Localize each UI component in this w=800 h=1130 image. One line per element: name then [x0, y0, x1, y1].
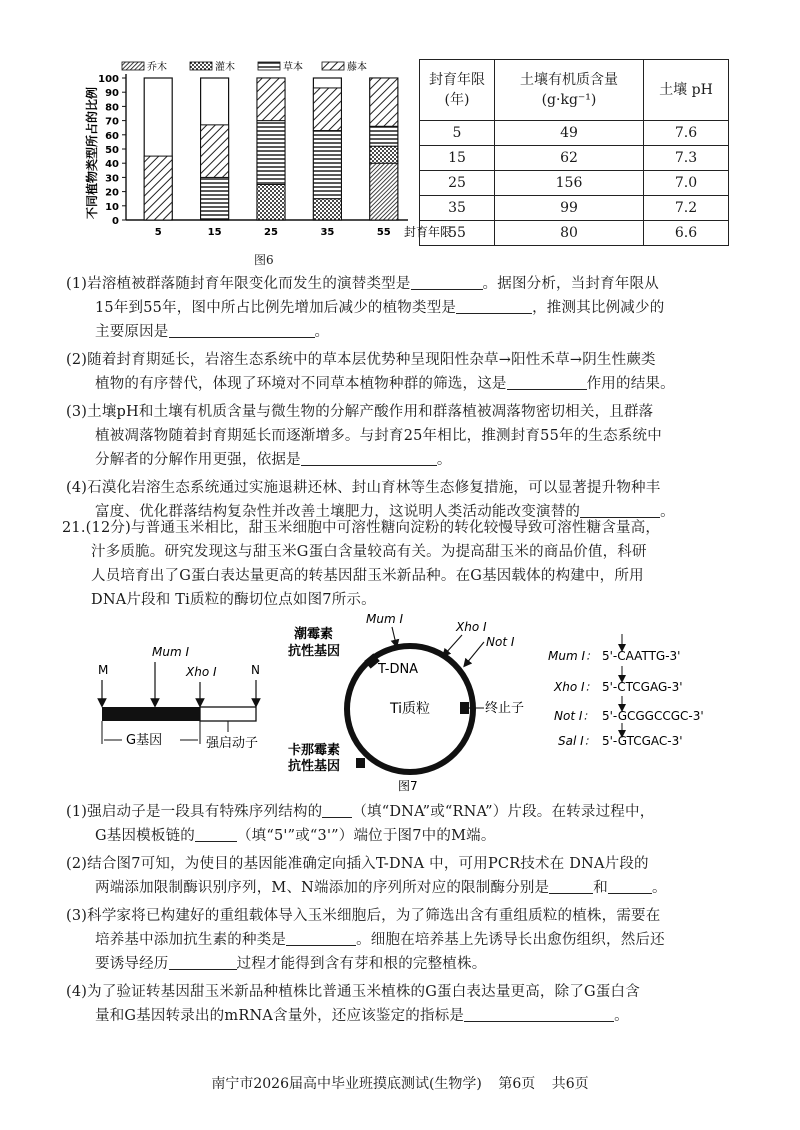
answer-blank[interactable]	[301, 449, 437, 466]
legend-swatch	[190, 62, 212, 70]
y-tick-label: 80	[105, 102, 119, 114]
y-axis-label: 不同植物类型所占的比例	[85, 86, 99, 220]
y-tick-label: 90	[105, 88, 119, 100]
text: 15年到55年，图中所占比例先增加后减少的植物类型是	[95, 300, 457, 316]
table-cell: 35	[420, 196, 495, 221]
y-tick-label: 0	[112, 216, 119, 227]
text: 。	[614, 1008, 629, 1024]
figure-6-chart	[78, 58, 453, 268]
table-cell: 5	[420, 121, 495, 146]
legend-label: 灌木	[215, 62, 235, 73]
footer-title: 南宁市2026届高中毕业班摸底测试(生物学)	[211, 1076, 482, 1092]
legend-label: 草本	[283, 62, 303, 73]
x-tick-label: 35	[320, 227, 335, 238]
table-row	[420, 221, 729, 246]
table-row	[420, 121, 729, 146]
question-21-intro	[62, 516, 762, 612]
figure-6-caption: 图6	[254, 253, 274, 267]
text: 。	[436, 452, 452, 468]
text: (3)科学家将已构建好的重组载体导入玉米细胞后，为了筛选出含有重组质粒的植株，需要在	[66, 908, 661, 924]
text: 植物的有序替代，体现了环境对不同草本植物种群的筛选，这是	[95, 376, 507, 392]
mum-label-fragment: Mum Ⅰ	[152, 645, 190, 659]
bar-segment	[313, 131, 341, 199]
q21-3	[66, 904, 766, 928]
table-header-row	[420, 60, 729, 121]
text: 和	[593, 880, 608, 896]
text: (2)随着封育期延长，岩溶生态系统中的草本层优势种呈现阳性杂草→阳性禾草→阴生性蕨类	[66, 352, 656, 368]
g-gene-segment	[102, 707, 200, 721]
bar-segment	[370, 163, 398, 220]
text: 。	[314, 324, 330, 340]
y-tick-label: 20	[105, 187, 119, 199]
answer-blank[interactable]	[322, 801, 352, 818]
bar-segment	[370, 78, 398, 126]
text: 要诱导经历	[95, 956, 169, 972]
terminator-label: 终止子	[485, 701, 525, 716]
q20-1	[66, 272, 766, 296]
bar-segment	[313, 88, 341, 131]
question-20-body	[66, 272, 766, 524]
legend-swatch	[322, 62, 344, 70]
text: 两端添加限制酶识别序列，M、N端添加的序列所对应的限制酶分别是	[95, 880, 550, 896]
not-label-plasmid: Not Ⅰ	[486, 635, 515, 649]
bar-segment	[313, 199, 341, 220]
answer-blank[interactable]	[169, 953, 237, 970]
q21-intro-line: 人员培育出了G蛋白表达量更高的转基因甜玉米新品种。在G基因载体的构建中，所用	[91, 568, 644, 584]
table-cell: 15	[420, 146, 495, 171]
site-not-name: Not Ⅰ：	[554, 709, 595, 723]
table-cell: 7.3	[644, 146, 729, 171]
q20-3-line2	[66, 424, 766, 448]
table-cell: 156	[495, 171, 644, 196]
text: 。据图分析，当封育年限从	[482, 276, 659, 292]
bar-segment	[144, 156, 172, 220]
text: 富度、优化群落结构复杂性并改善土壤肥力，这说明人类活动能改变演替的	[95, 504, 581, 520]
table-cell: 7.2	[644, 196, 729, 221]
bar-segment	[370, 146, 398, 163]
y-tick-label: 50	[105, 145, 119, 156]
hygro-label-1: 潮霉素	[294, 627, 334, 642]
y-tick-label: 60	[105, 130, 119, 142]
q21-4-line2	[66, 1004, 766, 1028]
text: (3)土壤pH和土壤有机质含量与微生物的分解产酸作用和群落植被凋落物密切相关，且群落	[66, 404, 654, 420]
mum-arrow-plasmid	[392, 627, 396, 644]
text: 量和G基因转录出的mRNA含量外，还应该鉴定的指标是	[95, 1008, 465, 1024]
text: ，推测其比例减少的	[532, 300, 665, 316]
bar-segment	[257, 121, 285, 185]
text: (4)石漠化岩溶生态系统通过实施退耕还林、封山育林等生态修复措施，可以显著提升物种丰	[66, 480, 661, 496]
q20-1-line3	[66, 320, 766, 344]
text: 培养基中添加抗生素的种类是	[95, 932, 287, 948]
bar-segment	[257, 78, 285, 121]
text: (1)岩溶植被群落随封育年限变化而发生的演替类型是	[66, 276, 411, 292]
promoter-segment	[200, 707, 256, 721]
site-sal-name: Sal Ⅰ：	[558, 734, 596, 748]
text: 分解者的分解作用更强，依据是	[95, 452, 301, 468]
q21-1-line2	[66, 824, 766, 848]
table-row	[420, 171, 729, 196]
q20-1-line2	[66, 296, 766, 320]
n-label: N	[251, 663, 260, 677]
legend-label: 藤本	[347, 62, 367, 73]
terminator-block	[460, 702, 469, 714]
answer-blank[interactable]	[195, 825, 237, 842]
site-not-seq: 5'-GCGGCCGC-3'	[602, 709, 704, 723]
text: 过程才能得到含有芽和根的完整植株。	[236, 956, 487, 972]
y-tick-label: 40	[105, 159, 119, 171]
y-tick-label: 30	[105, 173, 119, 185]
text: 。细胞在培养基上先诱导长出愈伤组织，然后还	[356, 932, 665, 948]
answer-blank[interactable]	[608, 877, 652, 894]
q21-3-line3	[66, 952, 766, 976]
text: （填“5'”或“3'”）端位于图7中的M端。	[236, 828, 496, 844]
page-footer	[0, 1073, 800, 1093]
table-cell: 7.0	[644, 171, 729, 196]
not-arrow-plasmid	[466, 642, 484, 664]
figure-7-caption: 图7	[398, 779, 418, 793]
table-cell: 55	[420, 221, 495, 246]
text: G基因模板链的	[95, 828, 195, 844]
q21-2-line2	[66, 876, 766, 900]
site-mum-seq: 5'-CAATTG-3'	[602, 649, 681, 663]
answer-blank[interactable]	[549, 877, 593, 894]
q21-intro-line: 21.(12分)与普通玉米相比，甜玉米细胞中可溶性糖向淀粉的转化较慢导致可溶性糖含量高，	[62, 520, 661, 536]
footer-page: 第6页	[498, 1076, 536, 1092]
legend-label: 乔木	[147, 62, 167, 73]
answer-blank[interactable]	[411, 273, 483, 290]
q21-intro-line: DNA片段和 Ti质粒的酶切位点如图7所示。	[91, 592, 376, 608]
answer-blank[interactable]	[286, 929, 356, 946]
site-sal-seq: 5'-GTCGAC-3'	[602, 734, 683, 748]
kana-label-1: 卡那霉素	[288, 743, 341, 758]
table-header: 封育年限 (年)	[420, 60, 495, 121]
q20-4	[66, 476, 766, 500]
answer-blank[interactable]	[464, 1005, 614, 1022]
site-mum-name: Mum Ⅰ：	[548, 649, 598, 663]
x-axis-label: 封育年限	[404, 225, 453, 239]
y-tick-label: 100	[98, 74, 119, 85]
text: 。	[660, 504, 675, 520]
x-tick-label: 15	[207, 227, 222, 238]
site-xho-name: Xho Ⅰ：	[554, 680, 597, 694]
kana-gene-block	[356, 758, 365, 768]
answer-blank[interactable]	[507, 373, 587, 390]
bar-segment	[201, 177, 229, 220]
table-cell: 49	[495, 121, 644, 146]
table-row	[420, 196, 729, 221]
q21-1	[66, 800, 766, 824]
text: 。	[651, 880, 667, 896]
kana-label-2: 抗性基因	[288, 759, 341, 774]
text: 植被凋落物随着封育期延长而逐渐增多。与封育25年相比，推测封育55年的生态系统中	[95, 428, 662, 444]
q20-2	[66, 348, 766, 372]
x-tick-label: 5	[154, 227, 162, 238]
promoter-label: 强启动子	[206, 736, 259, 751]
text: (2)结合图7可知，为使目的基因能准确定向插入T-DNA 中，可用PCR技术在 DNA片段的	[66, 856, 649, 872]
hygro-label-2: 抗性基因	[288, 644, 341, 659]
table-cell: 6.6	[644, 221, 729, 246]
answer-blank[interactable]	[169, 321, 315, 338]
bar-segment	[370, 126, 398, 146]
soil-table	[419, 59, 729, 246]
legend-swatch	[122, 62, 144, 70]
table-header: 土壤有机质含量 (g·kg⁻¹)	[495, 60, 644, 121]
table-row	[420, 146, 729, 171]
m-label: M	[98, 663, 109, 677]
table-cell: 7.6	[644, 121, 729, 146]
text: （填“DNA”或“RNA”）片段。在转录过程中，	[352, 804, 655, 820]
y-tick-label: 70	[105, 116, 119, 128]
figure-7	[80, 610, 740, 795]
mum-label-plasmid: Mum Ⅰ	[366, 612, 404, 626]
x-tick-label: 55	[376, 227, 391, 238]
x-tick-label: 25	[264, 227, 278, 238]
legend-swatch	[258, 62, 280, 70]
g-gene-label: G基因	[126, 733, 163, 748]
xho-label-plasmid: Xho Ⅰ	[456, 620, 487, 634]
text: (1)强启动子是一段具有特殊序列结构的	[66, 804, 323, 820]
xho-label-fragment: Xho Ⅰ	[186, 665, 217, 679]
q20-2-line2	[66, 372, 766, 396]
question-21-body	[66, 800, 766, 1028]
q21-4	[66, 980, 766, 1004]
footer-total: 共6页	[551, 1076, 589, 1092]
bar-segment	[257, 185, 285, 221]
q21-2	[66, 852, 766, 876]
text: 作用的结果。	[586, 376, 675, 392]
table-cell: 80	[495, 221, 644, 246]
table-header: 土壤 pH	[644, 60, 729, 121]
table-cell: 25	[420, 171, 495, 196]
table-cell: 99	[495, 196, 644, 221]
answer-blank[interactable]	[456, 297, 532, 314]
y-tick-label: 10	[105, 201, 119, 213]
table-cell: 62	[495, 146, 644, 171]
site-xho-seq: 5'-CTCGAG-3'	[602, 680, 683, 694]
bar-segment	[201, 125, 229, 178]
q20-3	[66, 400, 766, 424]
text: 主要原因是	[95, 324, 169, 340]
xho-arrow-plasmid	[445, 635, 462, 654]
tdna-label: T-DNA	[378, 662, 419, 677]
q20-3-line3	[66, 448, 766, 472]
q21-3-line2	[66, 928, 766, 952]
ti-label: Ti质粒	[390, 701, 431, 717]
text: (4)为了验证转基因甜玉米新品种植株比普通玉米植株的G蛋白表达量更高，除了G蛋白含	[66, 984, 640, 1000]
q21-intro-line: 汁多质脆。研究发现这与甜玉米G蛋白含量较高有关。为提高甜玉米的商品价值，科研	[91, 544, 647, 560]
